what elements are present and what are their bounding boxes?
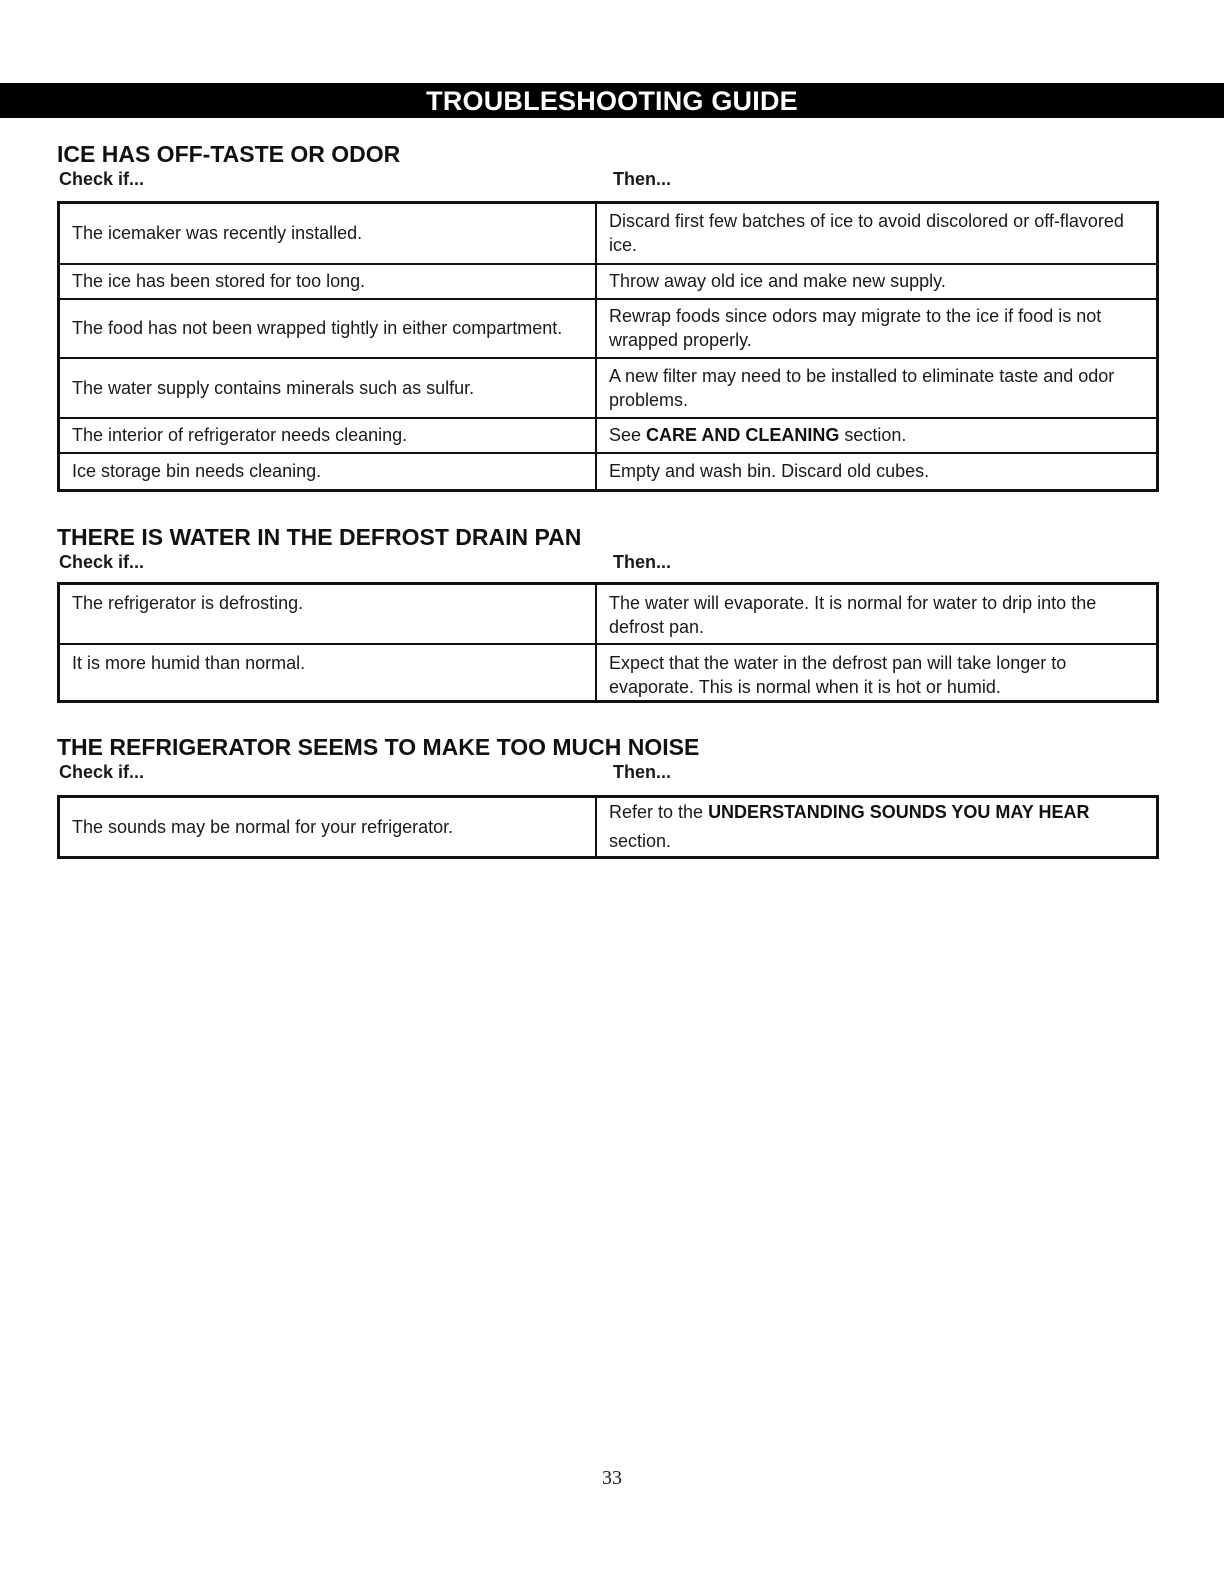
table-row <box>59 264 1158 299</box>
table-row <box>59 203 1158 264</box>
then-cell: Empty and wash bin. Discard old cubes. <box>596 453 1158 491</box>
care-and-cleaning-ref: CARE AND CLEANING <box>646 425 840 445</box>
page-number: 33 <box>602 1467 622 1489</box>
table-row <box>59 453 1158 491</box>
then-cell: Throw away old ice and make new supply. <box>596 264 1158 299</box>
column-headers <box>57 760 1159 784</box>
then-label: Then... <box>613 762 671 782</box>
check-cell: The ice has been stored for too long. <box>59 264 597 299</box>
troubleshooting-table <box>57 795 1159 859</box>
table-row <box>59 299 1158 358</box>
section-heading: ICE HAS OFF-TASTE OR ODOR <box>57 141 401 167</box>
check-cell: Ice storage bin needs cleaning. <box>59 453 597 491</box>
check-cell: The icemaker was recently installed. <box>59 203 597 264</box>
section-too-much-noise <box>57 734 1159 859</box>
check-cell: The food has not been wrapped tightly in either compartment. <box>59 299 597 358</box>
then-cell: A new filter may need to be installed to eliminate taste and odor problems. <box>596 358 1158 418</box>
then-cell: Expect that the water in the defrost pan will take longer to evaporate. This is normal when it is hot or humid. <box>596 644 1158 702</box>
then-cell: Discard first few batches of ice to avoid discolored or off-flavored ice. <box>596 203 1158 264</box>
then-label: Then... <box>613 169 671 189</box>
section-defrost-drain-pan <box>57 524 1159 703</box>
column-headers <box>57 167 1159 191</box>
check-if-label: Check if... <box>59 552 145 572</box>
section-heading: THERE IS WATER IN THE DEFROST DRAIN PAN <box>57 524 582 550</box>
then-cell: Rewrap foods since odors may migrate to the ice if food is not wrapped properly. <box>596 299 1158 358</box>
table-row <box>59 418 1158 453</box>
section-ice-off-taste <box>57 141 1159 492</box>
then-cell: The water will evaporate. It is normal for water to drip into the defrost pan. <box>596 584 1158 644</box>
then-cell <box>596 418 1158 453</box>
page-title: TROUBLESHOOTING GUIDE <box>0 83 1224 118</box>
check-cell: The refrigerator is defrosting. <box>59 584 597 644</box>
table-row <box>59 797 1158 858</box>
then-text-post: section. <box>839 425 907 445</box>
then-cell <box>596 797 1158 858</box>
understanding-sounds-ref: UNDERSTANDING SOUNDS YOU MAY HEAR <box>708 802 1090 822</box>
table-row <box>59 644 1158 702</box>
check-cell: The interior of refrigerator needs cleaning. <box>59 418 597 453</box>
section-heading: THE REFRIGERATOR SEEMS TO MAKE TOO MUCH NOISE <box>57 734 700 760</box>
then-text-pre: See <box>609 425 647 445</box>
column-headers <box>57 550 1159 574</box>
check-if-label: Check if... <box>59 762 145 782</box>
troubleshooting-table <box>57 582 1159 703</box>
table-row <box>59 358 1158 418</box>
then-text-pre: Refer to the <box>609 802 709 822</box>
check-cell: The water supply contains minerals such as sulfur. <box>59 358 597 418</box>
check-cell: It is more humid than normal. <box>59 644 597 702</box>
check-if-label: Check if... <box>59 169 145 189</box>
then-text-post: section. <box>609 831 672 851</box>
troubleshooting-table <box>57 201 1159 492</box>
then-label: Then... <box>613 552 671 572</box>
table-row <box>59 584 1158 644</box>
check-cell: The sounds may be normal for your refrigerator. <box>59 797 597 858</box>
